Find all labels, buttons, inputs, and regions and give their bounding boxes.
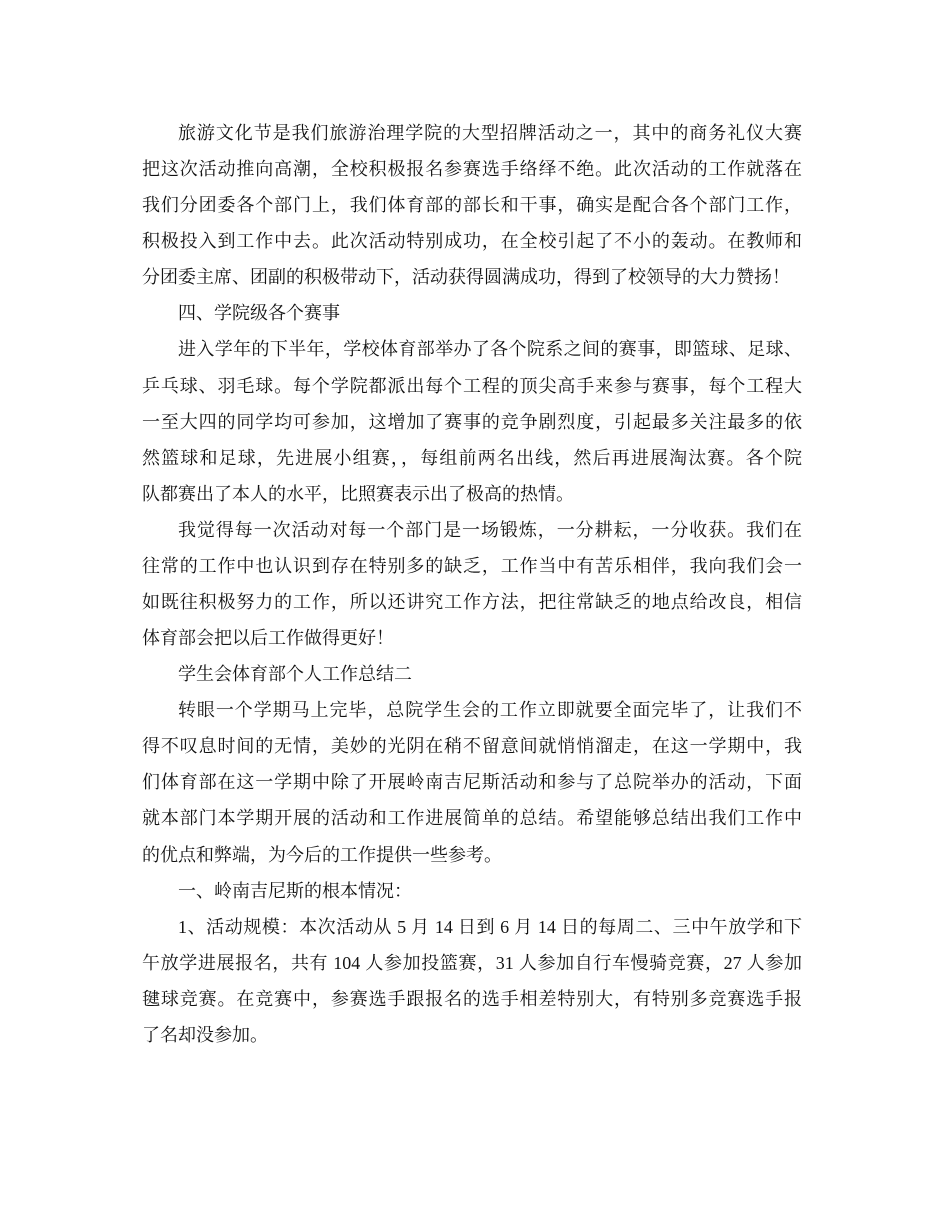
text-line: 旅游文化节是我们旅游治理学院的大型招牌活动之一，其中的商务礼仪大赛: [178, 123, 802, 143]
text-line: 积极投入到工作中去。此次活动特别成功，在全校引起了不小的轰动。在教师和: [142, 231, 802, 252]
section-heading: [142, 873, 802, 909]
paragraph: [142, 512, 802, 656]
text-line: 然篮球和足球，先进展小组赛，，每组前两名出线，然后再进展淘汰赛。各个院: [142, 447, 802, 468]
text-line: 往常的工作中也认识到存在特别多的缺乏，工作当中有苦乐相伴，我向我们会一: [142, 555, 802, 576]
text-line: 分团委主席、团副的积极带动下，活动获得圆满成功，得到了校领导的大力赞扬！: [142, 267, 790, 288]
section-heading: [142, 656, 802, 692]
text-line: 如既往积极努力的工作，所以还讲究工作方法，把往常缺乏的地点给改良，相信: [142, 592, 802, 613]
text-line: 毽球竞赛。在竞赛中，参赛选手跟报名的选手相差特别大，有特别多竞赛选手报: [142, 988, 802, 1009]
section-heading-text: 四、学院级各个赛事: [178, 303, 340, 324]
text-line: 乒乓球、羽毛球。每个学院都派出每个工程的顶尖高手来参与赛事，每个工程大: [142, 375, 802, 396]
document-body: [142, 115, 802, 1053]
text-line: 转眼一个学期马上完毕，总院学生会的工作立即就要全面完毕了，让我们不: [178, 700, 802, 721]
paragraph: [142, 909, 802, 1053]
text-line: 就本部门本学期开展的活动和工作进展简单的总结。希望能够总结出我们工作中: [142, 808, 802, 829]
text-line: 把这次活动推向高潮，全校积极报名参赛选手络绎不绝。此次活动的工作就落在: [142, 159, 802, 180]
text-line: 体育部会把以后工作做得更好！: [142, 628, 394, 649]
section-heading-text: 学生会体育部个人工作总结二: [178, 664, 412, 685]
text-line: 我觉得每一次活动对每一个部门是一场锻炼，一分耕耘，一分收获。我们在: [178, 519, 802, 540]
text-line: 们体育部在这一学期中除了开展岭南吉尼斯活动和参与了总院举办的活动，下面: [142, 772, 802, 793]
text-line: 进入学年的下半年，学校体育部举办了各个院系之间的赛事，即篮球、足球、: [178, 339, 802, 360]
section-heading-text: 一、岭南吉尼斯的根本情况：: [178, 880, 412, 901]
text-line: 1、活动规模：本次活动从 5 月 14 日到 6 月 14 日的每周二、三中午放学和下: [178, 916, 802, 937]
text-line: 午放学进展报名，共有 104 人参加投篮赛，31 人参加自行车慢骑竞赛，27 人参加: [142, 952, 802, 973]
paragraph: [142, 115, 802, 295]
section-heading: [142, 295, 802, 331]
text-line: 我们分团委各个部门上，我们体育部的部长和干事，确实是配合各个部门工作，: [142, 195, 802, 216]
paragraph: [142, 692, 802, 872]
text-line: 队都赛出了本人的水平，比照赛表示出了极高的热情。: [142, 483, 574, 504]
text-line: 的优点和弊端，为今后的工作提供一些参考。: [142, 844, 502, 865]
text-line: 得不叹息时间的无情，美妙的光阴在稍不留意间就悄悄溜走，在这一学期中，我: [142, 736, 802, 757]
paragraph: [142, 331, 802, 511]
text-line: 一至大四的同学均可参加，这增加了赛事的竞争剧烈度，引起最多关注最多的依: [142, 411, 802, 432]
text-line: 了名却没参加。: [142, 1024, 268, 1045]
